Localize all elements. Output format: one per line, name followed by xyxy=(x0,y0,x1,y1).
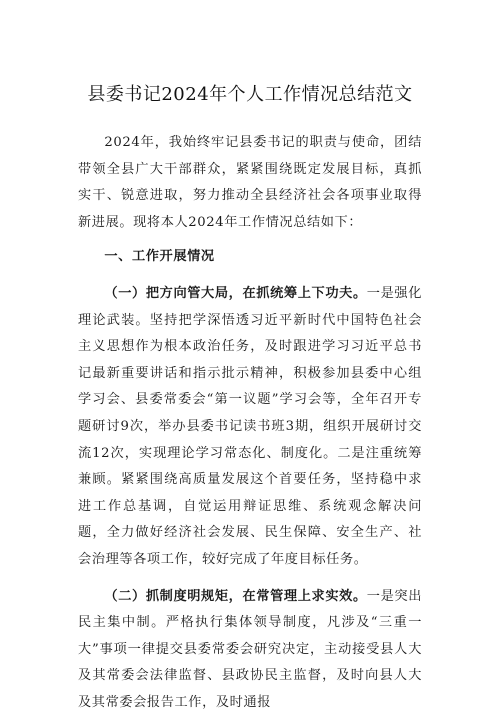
section-heading: 一、工作开展情况 xyxy=(78,244,422,271)
intro-paragraph: 2024年，我始终牢记县委书记的职责与使命，团结带领全县广大干部群众，紧紧围绕既定发展目标，真抓实干、锐意进取，努力推动全县经济社会各项事业取得新进展。现将本人2024年工作情况总结如下： xyxy=(78,130,422,236)
subsection-body-2: 一是突出民主集中制。严格执行集体领导制度，凡涉及“三重一大”事项一律提交县委常委会研究决定，主动接受县人大及其常委会法律监督、县政协民主监督，及时向县人大及其常委会报告工作，及时通报 xyxy=(78,589,422,710)
subsection-paragraph-2 xyxy=(78,584,422,716)
subsection-body-1: 一是强化理论武装。坚持把学深悟透习近平新时代中国特色社会主义思想作为根本政治任务，及时跟进学习习近平总书记最新重要讲话和指示批示精神，积极参加县委中心组学习会、县委常委会“第一议题”学习会等，全年召开专题研讨9次，举办县委书记读书班3期，组织开展研讨交流12次，实现理论学习常态化、制度化。二是注重统筹兼顾。紧紧围绕高质量发展这个首要任务，坚持稳中求进工作总基调，自觉运用辩证思维、系统观念解决问题，全力做好经济社会发展、民生保障、安全生产、社会治理等各项工作，较好完成了年度目标任务。 xyxy=(78,286,422,567)
subsection-lead-2: （二）抓制度明规矩，在常管理上求实效。 xyxy=(104,589,366,604)
subsection-lead-1: （一）把方向管大局，在抓统筹上下功夫。 xyxy=(104,286,366,301)
document-title: 县委书记2024年个人工作情况总结范文 xyxy=(78,82,422,108)
subsection-paragraph-1 xyxy=(78,281,422,574)
